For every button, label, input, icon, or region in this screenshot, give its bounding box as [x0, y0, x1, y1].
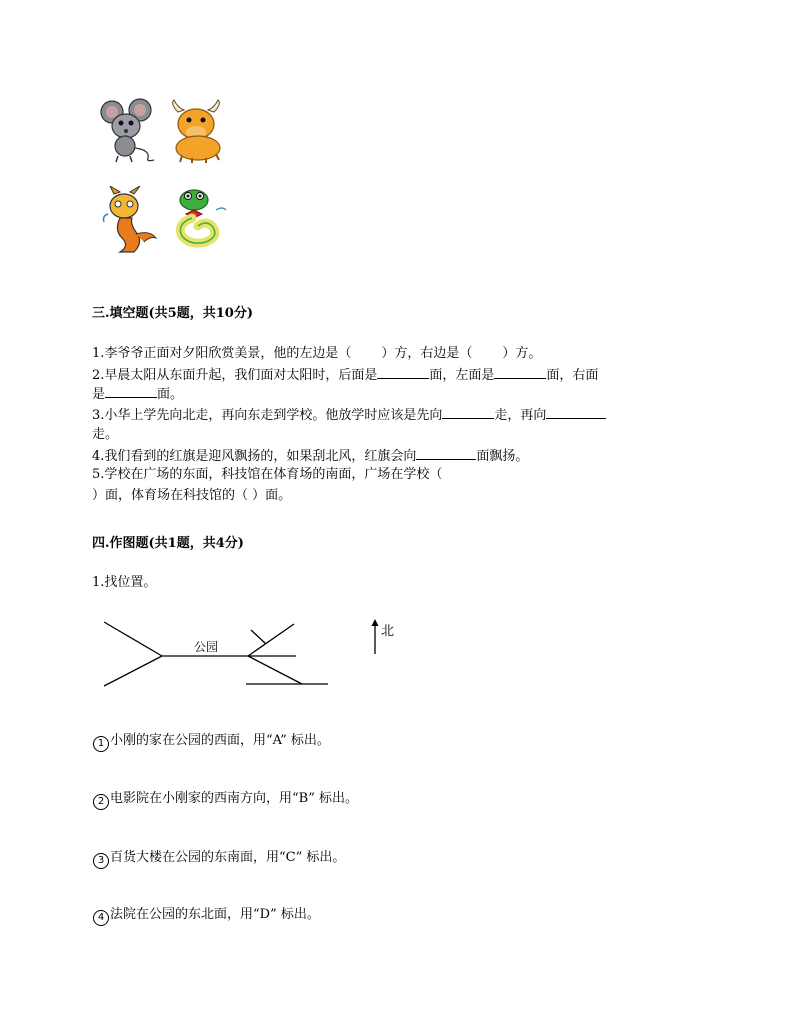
map-item-1	[93, 732, 330, 752]
answer-blank[interactable]	[494, 366, 546, 379]
road-line	[104, 622, 162, 656]
mouse-icon	[98, 98, 158, 164]
ox-icon	[164, 98, 230, 164]
q5-text-b: ）面，体育场在科技馆的（ ）面。	[92, 488, 292, 503]
road-line	[248, 656, 302, 684]
question-3-3-cont	[92, 426, 118, 444]
map-item-text: 小刚的家在公园的西面，用“A” 标出。	[110, 733, 330, 748]
map-item-text: 百货大楼在公园的东南面，用“C” 标出。	[110, 850, 346, 865]
road-line	[251, 630, 266, 644]
q3-text-b: 走，再向	[494, 408, 547, 423]
answer-blank[interactable]	[377, 366, 429, 379]
map-item-2	[93, 790, 358, 810]
road-line	[248, 624, 294, 656]
circled-number: 4	[93, 910, 109, 926]
question-3-4	[92, 447, 528, 466]
q2-text-a: 2.早晨太阳从东面升起，我们面对太阳时，后面是	[92, 368, 378, 383]
circled-number: 3	[93, 853, 109, 869]
q2-text-c: 面，右面	[546, 368, 599, 383]
dragon-icon	[100, 186, 162, 256]
circled-number: 2	[93, 794, 109, 810]
north-label: 北	[381, 624, 395, 639]
park-label: 公园	[194, 640, 219, 654]
answer-blank[interactable]	[105, 385, 157, 398]
q2-text-e: 面。	[157, 387, 184, 402]
street-map-diagram	[96, 614, 416, 694]
circled-number: 1	[93, 736, 109, 752]
question-3-3	[92, 406, 606, 425]
q4-text-a: 4.我们看到的红旗是迎风飘扬的，如果刮北风，红旗会向	[92, 449, 417, 464]
question-3-1	[92, 345, 541, 363]
q5-text-a: 5.学校在广场的东面，科技馆在体育场的南面，广场在学校（	[92, 467, 443, 482]
question-3-2	[92, 366, 598, 385]
map-item-text: 电影院在小刚家的西南方向，用“B” 标出。	[110, 791, 358, 806]
q2-text-b: 面，左面是	[429, 368, 495, 383]
section-4-title: 四.作图题(共1题，共4分)	[92, 536, 244, 551]
road-line	[104, 656, 162, 686]
question-4-1: 1.找位置。	[92, 575, 157, 590]
map-item-text: 法院在公园的东北面，用“D” 标出。	[110, 907, 320, 922]
section-3-title: 三.填空题(共5题，共10分)	[92, 306, 253, 321]
question-3-2-cont	[92, 385, 183, 404]
answer-blank[interactable]	[546, 406, 606, 419]
q2-text-d: 是	[92, 387, 106, 402]
q3-text-a: 3.小华上学先向北走，再向东走到学校。他放学时应该是先向	[92, 408, 443, 423]
answer-blank[interactable]	[416, 447, 476, 460]
q3-text-c: 走。	[92, 427, 119, 442]
snake-icon	[172, 186, 234, 252]
north-arrow-head	[372, 619, 379, 626]
map-item-3	[93, 849, 345, 869]
map-item-4	[93, 906, 320, 926]
question-3-5	[92, 466, 442, 484]
q4-text-b: 面飘扬。	[476, 449, 529, 464]
question-3-5-cont	[92, 487, 291, 505]
q1-text-a: 1.李爷爷正面对夕阳欣赏美景，他的左边是（	[92, 346, 352, 361]
q1-text-b: ）方，右边是（	[381, 346, 473, 361]
q1-text-c: ）方。	[502, 346, 542, 361]
answer-blank[interactable]	[442, 406, 494, 419]
